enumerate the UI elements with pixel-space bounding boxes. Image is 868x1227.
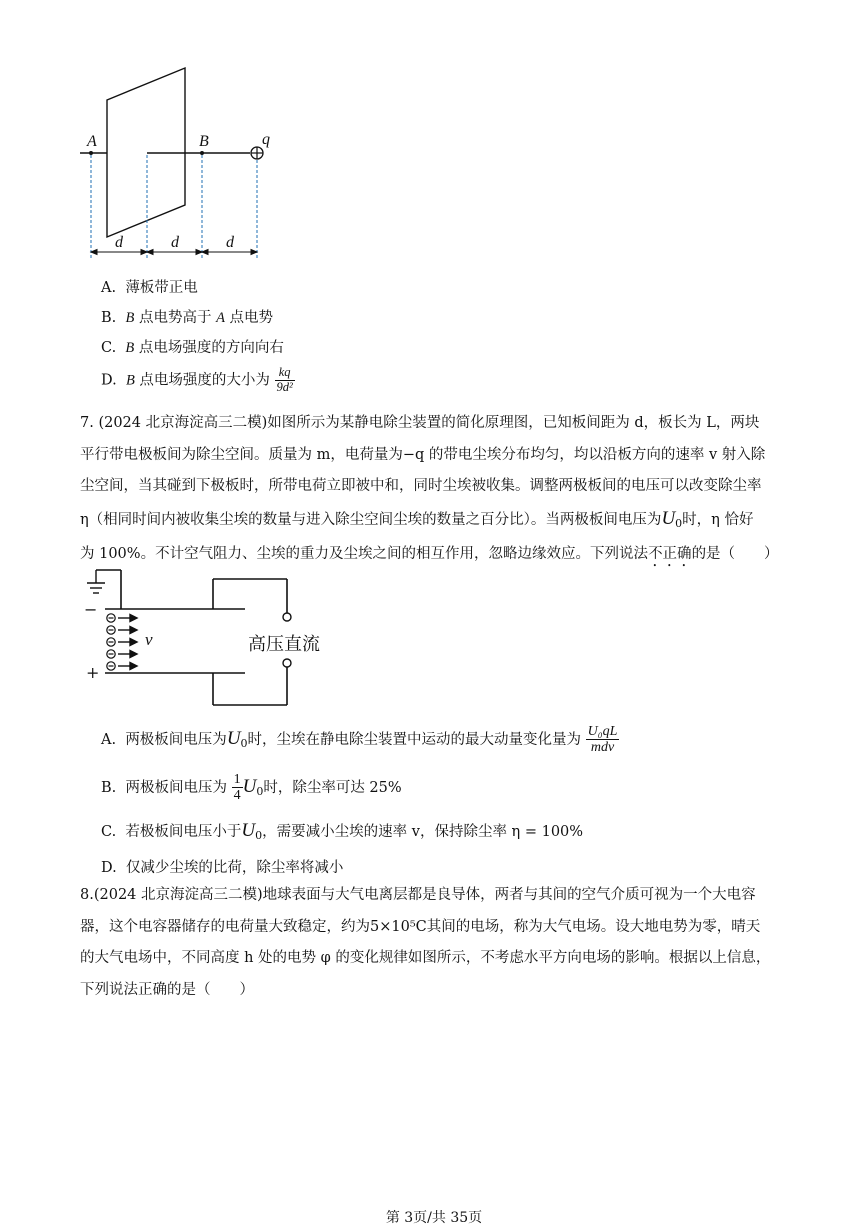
q8-stem: 8.(2024 北京海淀高三二模)地球表面与大气电离层都是良导体，两者与其间的空气介质可视为一个大电容 器，这个电容器储存的电荷量大致稳定，约为5×10⁵C其间的电场，称为大气电场。设大地电势为零，晴天 的大气电场中，不同高度 h 处的电势 φ 的变化规律如图所示，不考虑水平方向电场的影响。根据以上信息， 下列说法正确的是（ ）: [80, 887, 771, 998]
q6-option-c[interactable]: C. B 点电场强度的方向向右: [101, 340, 284, 356]
minus-sign: −: [84, 600, 98, 619]
fraction-kq-9d2: $\frac{kq}{\text{9d²}}$: [276, 365, 293, 394]
v-label: v: [145, 630, 153, 649]
ground-icon: [87, 570, 105, 593]
terminal-top: [283, 613, 291, 621]
q8-number: 8.: [80, 887, 94, 903]
emphasis-not-correct: 不正确: [648, 546, 692, 562]
q7-option-a[interactable]: A. 两极板间电压为$U_0$时，尘埃在静电除尘装置中运动的最大动量变化量为 $\frac{\text{U₀qL}}{\text{mdv}}$: [101, 724, 618, 756]
page-footer: 第 3页/共 35页: [385, 1210, 483, 1226]
fraction-u0ql-mdv: $\frac{\text{U₀qL}}{\text{mdv}}$: [587, 724, 618, 756]
q8-source: (2024 北京海淀高三二模): [93, 887, 263, 903]
q6-option-d[interactable]: D. B 点电场强度的大小为 $\frac{kq}{\text{9d²}}$: [101, 365, 293, 394]
plus-sign: +: [86, 663, 100, 682]
q7-number: 7.: [80, 415, 94, 431]
velocity-arrows: [118, 615, 137, 670]
terminal-bottom: [283, 659, 291, 667]
q6-option-b[interactable]: B. B 点电势高于 A 点电势: [101, 310, 274, 326]
label-A: A: [87, 133, 97, 150]
point-B: [200, 151, 204, 155]
label-B: B: [199, 133, 209, 150]
dim-label-2: d: [171, 234, 179, 251]
plate-charge-figure: [70, 60, 290, 270]
dust-particles: [107, 614, 115, 670]
q7-option-c[interactable]: C. 若极板间电压小于$U_0$，需要减小尘埃的速率 v，保持除尘率 η = 100%: [101, 820, 584, 842]
dim-label-1: d: [115, 234, 123, 251]
label-q: q: [262, 131, 270, 148]
q6-option-a[interactable]: A. 薄板带正电: [101, 280, 198, 296]
fraction-one-quarter: $\frac{1}{4}$: [233, 772, 241, 804]
q7-option-d[interactable]: D. 仅减少尘埃的比荷，除尘率将减小: [101, 860, 344, 876]
dim-label-3: d: [226, 234, 234, 251]
hv-dc-label: 高压直流: [248, 634, 320, 655]
q7-source: (2024 北京海淀高三二模): [98, 415, 268, 431]
q7-option-b[interactable]: B. 两极板间电压为 $\frac{1}{4}$ $U_0$时，除尘率可达 25%: [101, 772, 402, 804]
q7-stem: 7. (2024 北京海淀高三二模)如图所示为某静电除尘装置的简化原理图，已知板间距为 d，板长为 L，两块 平行带电极板间为除尘空间。质量为 m，电荷量为−q 的带电尘埃分布均匀，均以沿板方向的速率 v 射入除 尘空间，当其碰到下极板时，所带电荷立即被中和，同时尘埃被收集。调整两极板间的电压可以改变除尘率 η（相同时间内被收集尘埃的数量与进入除尘空间尘埃的数量之百分比）。当两极板间电压为$U_0$时，η 恰好 为 100%。不计空气阻力、尘埃的重力及尘埃之间的相互作用，忽略边缘效应。下列说法不正确的是（ ）: [80, 415, 779, 562]
point-A: [89, 151, 93, 155]
